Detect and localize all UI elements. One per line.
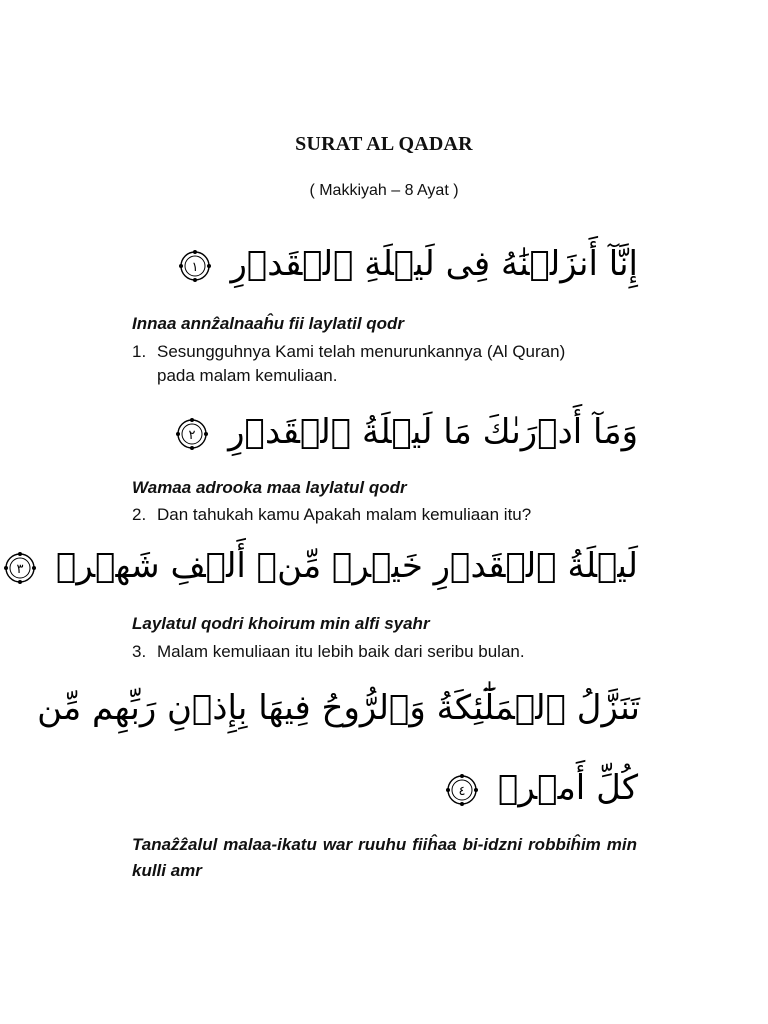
document-subtitle: ( Makkiyah – 8 Ayat ) (309, 182, 459, 199)
verse-2-transliteration: Wamaa adrooka maa laylatul qodr (132, 478, 407, 497)
verse-1-arabic (130, 244, 638, 285)
document-title: SURAT AL QADAR (295, 133, 473, 155)
verse-3-translation (132, 640, 642, 664)
verse-1-translation-line1: Sesungguhnya Kami telah menurunkannya (Al Quran) (157, 342, 566, 361)
verse-2-number: 2. (132, 505, 147, 524)
verse-3-arabic (16, 546, 638, 587)
verse-1-arabic-text: إِنَّآ أَنزَلۡنَٰهُ فِى لَيۡلَةِ ٱلۡقَدۡرِ (230, 244, 638, 284)
ayah-end-marker-icon (178, 249, 212, 283)
verse-2-translation-line1: Dan tahukah kamu Apakah malam kemuliaan itu? (157, 505, 532, 524)
verse-3-transliteration: Laylatul qodri khoirum min alfi syahr (132, 614, 430, 633)
ayah-end-marker-icon (175, 417, 209, 451)
verse-4-transliteration: Tanaẑẑalul malaa-ikatu war ruuhu fiiĥaa bi-idzni robbiĥim min kulli amr (132, 835, 637, 880)
verse-4-arabic-line1 (37, 688, 640, 729)
verse-1-number: 1. (132, 342, 147, 361)
verse-3-translation-line1: Malam kemuliaan itu lebih baik dari seribu bulan. (157, 642, 525, 661)
verse-4-arabic-text-line1: تَنَزَّلُ ٱلۡمَلَٰٓئِكَةُ وَٱلرُّوحُ فِيهَا بِإِذۡنِ رَبِّهِم مِّن (37, 688, 640, 728)
verse-2-arabic (130, 412, 638, 453)
verse-1-transliteration: Innaa annẑalnaaĥu fii laylatil qodr (132, 314, 405, 333)
verse-4-arabic-line2 (130, 768, 638, 809)
verse-2-translation (132, 503, 642, 527)
verse-1-ayah-number: ١ (191, 259, 199, 275)
verse-3-arabic-text: لَيۡلَةُ ٱلۡقَدۡرِ خَيۡرٞ مِّنۡ أَلۡفِ شَهۡرٖ (55, 546, 638, 586)
verse-1-translation (132, 340, 642, 388)
verse-1-translation-line2: pada malam kemuliaan. (157, 366, 338, 385)
ayah-end-marker-icon (3, 551, 37, 585)
verse-2-ayah-number: ٢ (188, 427, 196, 443)
verse-4-arabic-text-line2: كُلِّ أَمۡرٖ (498, 768, 638, 808)
verse-3-ayah-number: ٣ (16, 561, 24, 577)
verse-4-ayah-number: ٤ (458, 783, 466, 799)
verse-3-number: 3. (132, 642, 147, 661)
verse-2-arabic-text: وَمَآ أَدۡرَىٰكَ مَا لَيۡلَةُ ٱلۡقَدۡرِ (228, 412, 638, 452)
ayah-end-marker-icon (445, 773, 479, 807)
